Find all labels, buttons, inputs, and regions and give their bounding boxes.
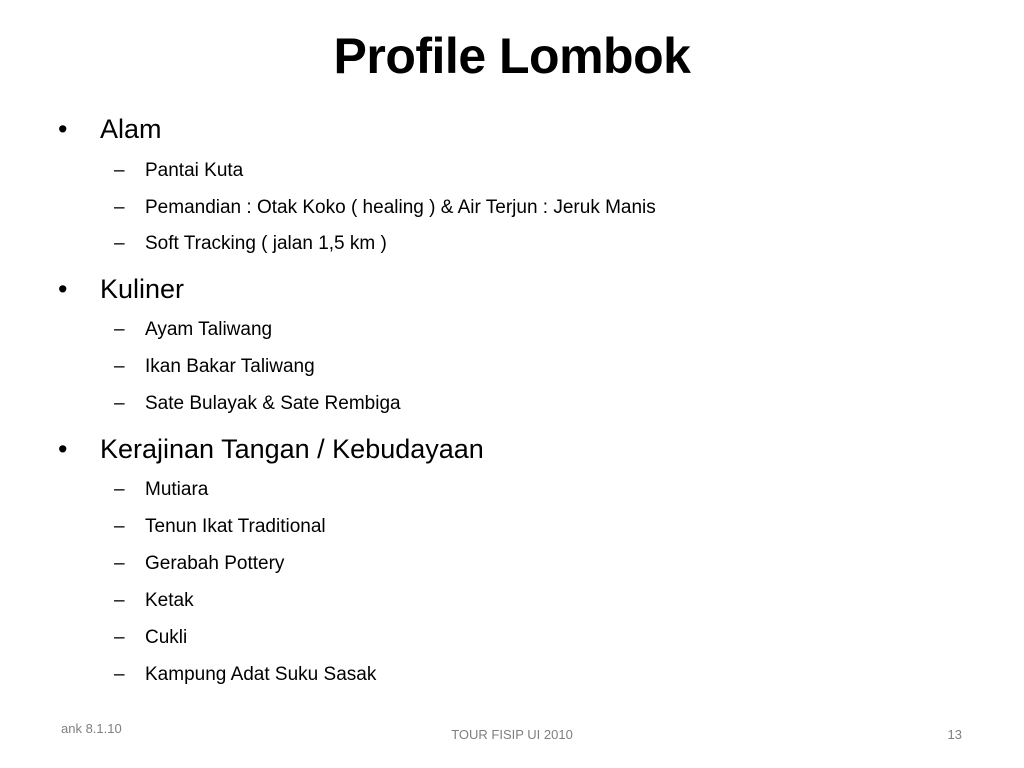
dash-marker: – [114,233,125,254]
footer-title: TOUR FISIP UI 2010 [451,727,573,742]
dash-marker: – [114,319,125,340]
sub-bullet-text: Ikan Bakar Taliwang [145,356,315,377]
bullet-marker: • [58,114,68,144]
sub-bullet-text: Gerabah Pottery [145,553,285,574]
dash-marker: – [114,356,125,377]
sub-bullet-text: Ayam Taliwang [145,319,273,340]
sub-bullet-text: Ketak [145,590,194,611]
footer-date: ank 8.1.10 [61,721,122,736]
dash-marker: – [114,160,125,181]
bullet-marker: • [58,434,68,464]
slide-title: Profile Lombok [333,28,691,84]
sub-bullet-text: Mutiara [145,479,209,500]
bullet-text: Alam [100,114,162,144]
dash-marker: – [114,479,125,500]
sub-bullet-text: Cukli [145,627,188,648]
sub-bullet-text: Pemandian : Otak Koko ( healing ) & Air Terjun : Jeruk Manis [145,197,656,218]
bullet-text: Kerajinan Tangan / Kebudayaan [100,434,484,464]
dash-marker: – [114,197,125,218]
sub-bullet-text: Tenun Ikat Traditional [145,516,326,537]
dash-marker: – [114,664,125,685]
sub-bullet-text: Kampung Adat Suku Sasak [145,664,377,685]
sub-bullet-text: Pantai Kuta [145,160,244,181]
dash-marker: – [114,553,125,574]
bullet-text: Kuliner [100,274,185,304]
dash-marker: – [114,516,125,537]
bullet-marker: • [58,274,68,304]
dash-marker: – [114,393,125,414]
sub-bullet-text: Soft Tracking ( jalan 1,5 km ) [145,233,387,254]
sub-bullet-text: Sate Bulayak & Sate Rembiga [145,393,401,414]
slide-number: 13 [947,727,962,742]
dash-marker: – [114,627,125,648]
dash-marker: – [114,590,125,611]
